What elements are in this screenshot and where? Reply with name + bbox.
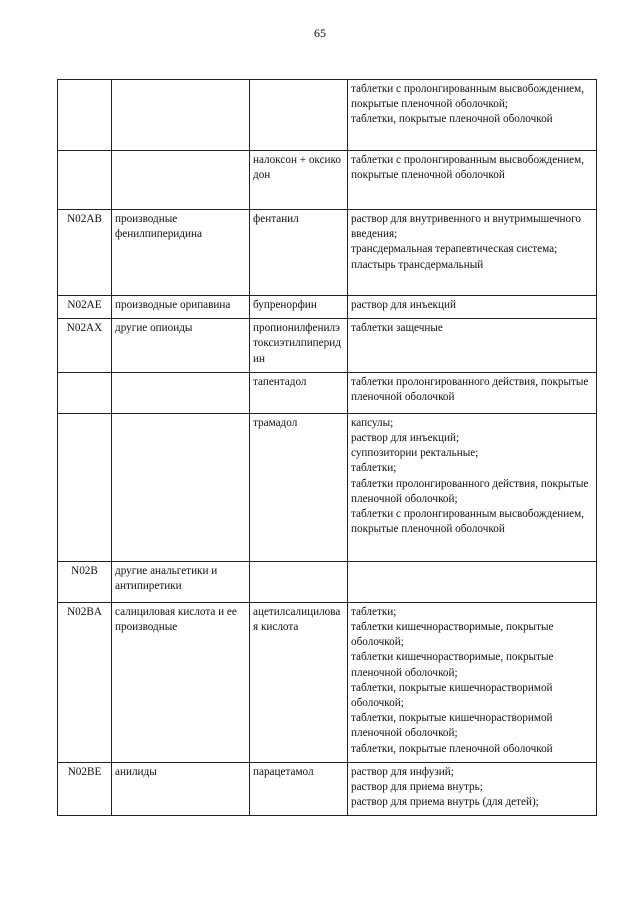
substance-cell [250,80,348,151]
dosage-forms-cell [348,210,597,296]
group-name-cell: другие опиоиды [112,319,250,373]
drug-table [57,79,597,816]
dosage-form-line: раствор для инъекций [351,299,456,311]
substance-cell: пропионилфенилэтоксиэтилпиперидин [250,319,348,373]
dosage-form-line: таблетки; [351,462,397,475]
table-row [58,762,597,816]
group-name-cell [112,80,250,151]
group-name-cell: производные фенилпиперидина [112,210,250,296]
dosage-form-line: раствор для внутривенного и внутримышечного введения; [351,213,582,241]
dosage-form-line: суппозитории ректальные; [351,447,479,460]
dosage-forms-cell [348,372,597,413]
dosage-form-line: таблетки с пролонгированным высвобождением, покрытые пленочной оболочкой [351,508,585,536]
table-row [58,151,597,210]
page-number: 65 [314,26,326,40]
dosage-forms-cell [348,296,597,319]
table-body [58,80,597,816]
atc-code-cell [58,372,112,413]
group-name-cell [112,372,250,413]
atc-code-cell: N02AB [58,210,112,296]
substance-cell: парацетамол [250,762,348,816]
group-name-cell: анилиды [112,762,250,816]
dosage-form-line: таблетки; [351,605,397,618]
dosage-forms-cell [348,413,597,561]
table-row [58,602,597,762]
dosage-forms-cell [348,762,597,816]
atc-code-cell: N02AX [58,319,112,373]
dosage-form-line: таблетки кишечнорастворимые, покрытые оболочкой; [351,621,554,649]
group-name-cell: другие анальгетики и антипиретики [112,561,250,602]
dosage-form-line: таблетки пролонгированного действия, покрытые пленочной оболочкой [351,375,589,404]
table-row [58,413,597,561]
substance-cell: фентанил [250,210,348,296]
substance-cell: трамадол [250,413,348,561]
substance-cell: бупренорфин [250,296,348,319]
dosage-form-line: таблетки, покрытые пленочной оболочкой [351,113,553,126]
dosage-form-line: пластырь трансдермальный [351,258,484,271]
dosage-form-line: таблетки кишечнорастворимые, покрытые пленочной оболочкой; [351,651,554,679]
dosage-form-line: таблетки с пролонгированным высвобождением, покрытые пленочной оболочкой [351,154,585,182]
group-name-cell: производные орипавина [112,296,250,319]
dosage-form-line: трансдермальная терапевтическая система; [351,243,558,256]
group-name-cell: салициловая кислота и ее производные [112,602,250,762]
dosage-forms-cell [348,561,597,602]
atc-code-cell: N02BE [58,762,112,816]
table-row [58,296,597,319]
substance-cell: ацетилсалициловая кислота [250,602,348,762]
dosage-forms-cell [348,319,597,373]
dosage-forms-cell [348,80,597,151]
group-name-cell [112,151,250,210]
substance-cell: тапентадол [250,372,348,413]
atc-code-cell: N02BA [58,602,112,762]
dosage-form-line: таблетки пролонгированного действия, покрытые пленочной оболочкой; [351,477,589,505]
table-row [58,319,597,373]
atc-code-cell: N02B [58,561,112,602]
dosage-form-line: таблетки, покрытые кишечнорастворимой пленочной оболочкой; [351,712,553,740]
table-row [58,372,597,413]
dosage-forms-cell [348,151,597,210]
dosage-forms-cell [348,602,597,762]
dosage-form-line: таблетки, покрытые кишечнорастворимой оболочкой; [351,681,553,710]
atc-code-cell: N02AE [58,296,112,319]
dosage-form-line: таблетки, покрытые пленочной оболочкой [351,742,553,755]
dosage-form-line: таблетки защечные [351,322,443,335]
atc-code-cell [58,151,112,210]
atc-code-cell [58,413,112,561]
dosage-form-line: раствор для приема внутрь; [351,781,483,794]
atc-code-cell [58,80,112,151]
substance-cell: налоксон + оксикодон [250,151,348,210]
dosage-form-line: раствор для инфузий; [351,765,454,778]
dosage-form-line: раствор для инъекций; [351,432,460,445]
table-row [58,80,597,151]
dosage-form-line: капсулы; [351,416,394,429]
dosage-form-line: раствор для приема внутрь (для детей); [351,796,539,809]
table-row [58,561,597,602]
dosage-form-line: таблетки с пролонгированным высвобождением, покрытые пленочной оболочкой; [351,83,585,111]
substance-cell [250,561,348,602]
group-name-cell [112,413,250,561]
table-row [58,210,597,296]
